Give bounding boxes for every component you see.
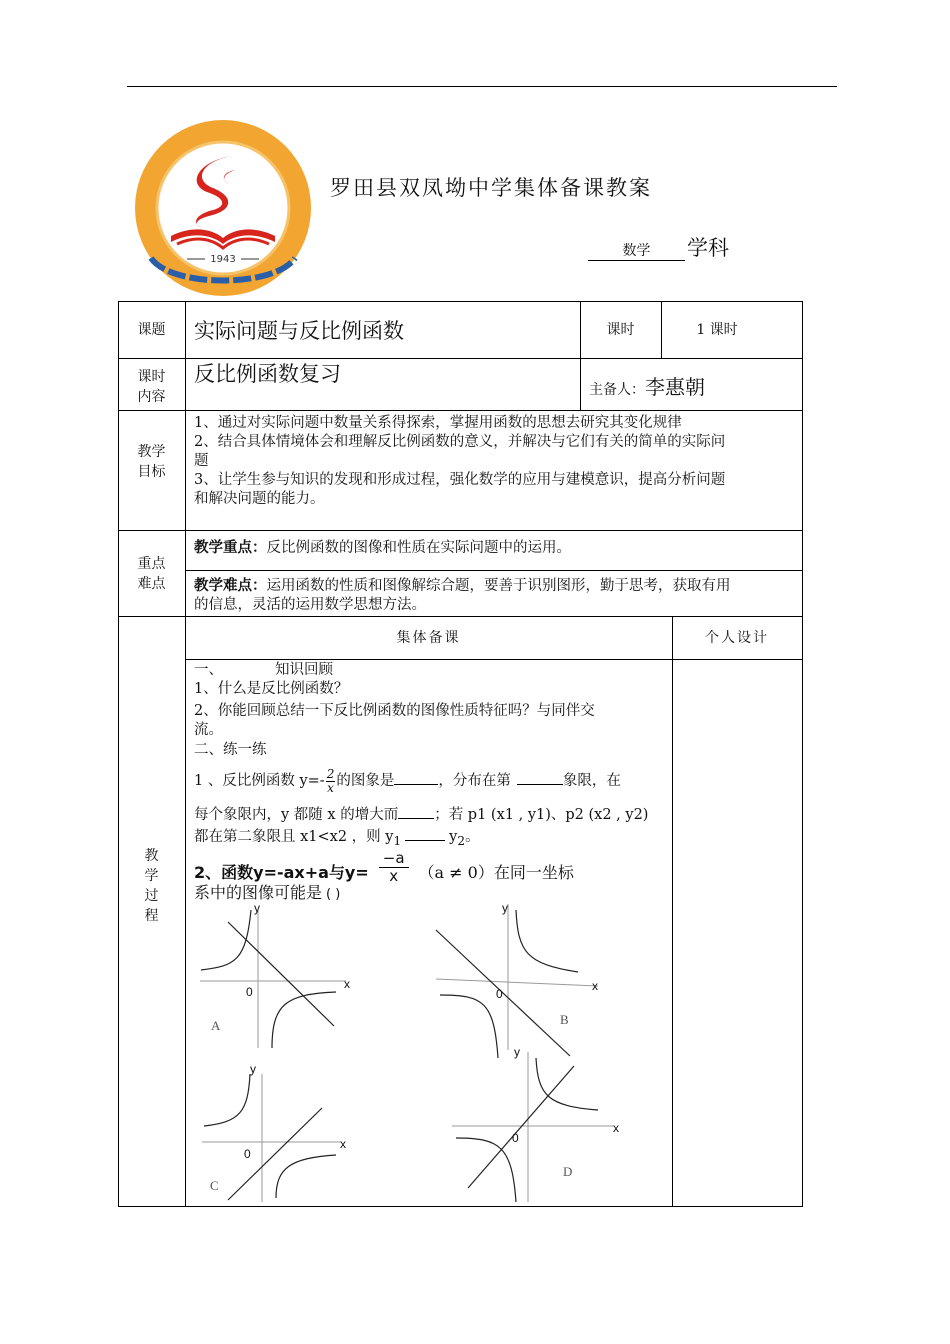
ex1-line3-a: 都在第二象限且 x1<x2 ，则 y [194, 829, 394, 845]
keypoints-label-line1: 重点 [137, 556, 166, 572]
linear-line [228, 1108, 322, 1200]
graph-option-a [196, 900, 366, 1050]
subject-line [588, 232, 729, 262]
ex2-fraction [379, 850, 409, 885]
origin-label: 0 [496, 987, 503, 1001]
ex1-frac-num: 2 [326, 766, 335, 781]
exercise1-line2 [194, 806, 648, 825]
logo-year: 1943 [210, 254, 236, 265]
linear-line [436, 930, 570, 1056]
process-label-char: 学 [144, 868, 159, 884]
school-title: 罗田县双凤坳中学集体备课教案 [330, 176, 652, 200]
origin-label: 0 [246, 985, 253, 999]
key-text: 反比例函数的图像和性质在实际问题中的运用。 [266, 540, 571, 556]
content-value: 反比例函数复习 [194, 362, 341, 386]
graph-option-c [196, 1060, 366, 1205]
ex1-frac-den: x [327, 780, 334, 795]
section1-title: 知识回顾 [275, 662, 333, 678]
col-group-header: 集体备课 [396, 630, 461, 646]
goals-label [118, 442, 185, 482]
ex1-line2-a: 每个象限内，y 都随 x 的增大而 [194, 807, 399, 823]
origin-label: 0 [244, 1147, 251, 1161]
goals-label-line1: 教学 [137, 444, 166, 460]
topic-value: 实际问题与反比例函数 [194, 319, 404, 343]
hyperbola-branch [276, 1155, 336, 1198]
topic-label: 课题 [137, 322, 166, 338]
diff-label: 教学难点： [194, 577, 267, 594]
linear-line [228, 922, 334, 1026]
option-label: B [560, 1012, 569, 1027]
hyperbola-branch [204, 1074, 250, 1126]
hyperbola-branch [456, 1138, 516, 1202]
goals-label-line2: 目标 [137, 464, 166, 480]
axis-y-label: y [254, 901, 260, 915]
col-personal-header: 个人设计 [705, 630, 769, 646]
school-logo [131, 118, 315, 298]
goal-line: 1、通过对实际问题中数量关系得探索，掌握用函数的思想去研究其变化规律 [194, 415, 682, 431]
ex1-blank-3[interactable] [398, 818, 434, 819]
axis-y-label: y [502, 901, 508, 915]
ex1-text-a: 1 、反比例函数 y=- [194, 773, 325, 789]
process-label-char: 程 [144, 908, 159, 924]
graph-option-b [430, 900, 610, 1060]
hyperbola-branch [516, 910, 578, 972]
linear-line [468, 1066, 574, 1188]
diff-text-1: 运用函数的性质和图像解综合题，要善于识别图形，勤于思考，获取有用 [266, 578, 731, 594]
ex1-text-d: 象限，在 [562, 773, 621, 789]
ex1-line3-end: 。 [465, 829, 480, 845]
section1-num: 一、 [194, 662, 223, 678]
process-label-char: 过 [144, 888, 159, 904]
ex1-sub1: 1 [393, 833, 402, 848]
author-label: 主备人： [589, 382, 645, 398]
option-label: A [211, 1018, 221, 1033]
goal-line: 和解决问题的能力。 [194, 491, 325, 507]
ex2-frac-num: −a [379, 850, 409, 868]
ex1-line3-b: y [449, 829, 458, 845]
axis-x-label: x [613, 1121, 619, 1135]
axis-x-label: x [344, 977, 350, 991]
option-label: C [210, 1178, 219, 1193]
subject-suffix: 学科 [687, 236, 729, 260]
key-point [194, 538, 571, 558]
section2-heading: 二、练一练 [194, 742, 267, 758]
keypoints-label-line2: 难点 [137, 576, 166, 592]
option-label: D [563, 1164, 573, 1179]
ex1-blank-1[interactable] [394, 784, 438, 785]
section1-heading [194, 661, 333, 680]
difficult-point [194, 576, 731, 615]
graph-option-d [448, 1044, 628, 1204]
period-label: 课时 [606, 322, 635, 338]
content-label [118, 367, 185, 407]
axis-y-label: y [514, 1045, 520, 1059]
axis-x-label: x [340, 1137, 346, 1151]
goal-line: 题 [194, 453, 209, 469]
goal-line: 2、结合具体情境体会和理解反比例函数的意义，并解决与它们有关的简单的实际问 [194, 434, 726, 450]
axis-x [436, 979, 598, 986]
ex1-text-c: ，分布在第 [438, 773, 511, 789]
ex1-sub2: 2 [457, 833, 466, 848]
review-q2-line1: 2、你能回顾总结一下反比例函数的图像性质特征吗？与同伴交 [194, 703, 595, 719]
subject-value: 数学 [588, 240, 685, 261]
ex2-prefix: 2、函数y=-ax+a与y= [194, 863, 369, 882]
ex1-fraction [326, 768, 336, 795]
exercise1-line3 [194, 828, 480, 851]
header-rule [127, 86, 837, 87]
ex1-text-b: 的图象是 [336, 773, 395, 789]
author-block [589, 374, 705, 403]
review-q2-line2: 流。 [194, 722, 223, 738]
axis-y-label: y [250, 1062, 256, 1076]
axis-x-label: x [592, 979, 598, 993]
goals-list [194, 414, 725, 509]
hyperbola-branch [272, 992, 336, 1048]
process-label [118, 846, 185, 926]
ex2-line2: 系中的图像可能是 [194, 883, 323, 902]
origin-label: 0 [512, 1131, 519, 1145]
ex2-frac-den: x [389, 867, 399, 885]
exercise1-line1 [194, 761, 621, 801]
content-label-line1: 课时 [137, 369, 166, 385]
ex1-line2-b: ；若 p1 (x1 , y1)、p2 (x2 , y2) [434, 807, 649, 823]
hyperbola-branch [536, 1058, 598, 1110]
ex1-blank-4[interactable] [405, 840, 445, 841]
keypoints-label [118, 554, 185, 594]
ex1-blank-2[interactable] [517, 784, 563, 785]
diff-text-2: 的信息，灵活的运用数学思想方法。 [194, 597, 426, 613]
hyperbola-branch [201, 910, 251, 970]
goal-line: 3、让学生参与知识的发现和形成过程，强化数学的应用与建模意识，提高分析问题 [194, 472, 726, 488]
ex2-paren: ( ) [326, 887, 341, 902]
author-value: 李惠朝 [645, 375, 705, 399]
period-value: 1 课时 [696, 322, 738, 338]
key-label: 教学重点： [194, 539, 267, 556]
content-label-line2: 内容 [137, 389, 166, 405]
ex2-condition: （a ≠ 0）在同一坐标 [418, 863, 574, 882]
review-q1: 1、什么是反比例函数？ [194, 681, 349, 697]
process-label-char: 教 [144, 848, 159, 864]
